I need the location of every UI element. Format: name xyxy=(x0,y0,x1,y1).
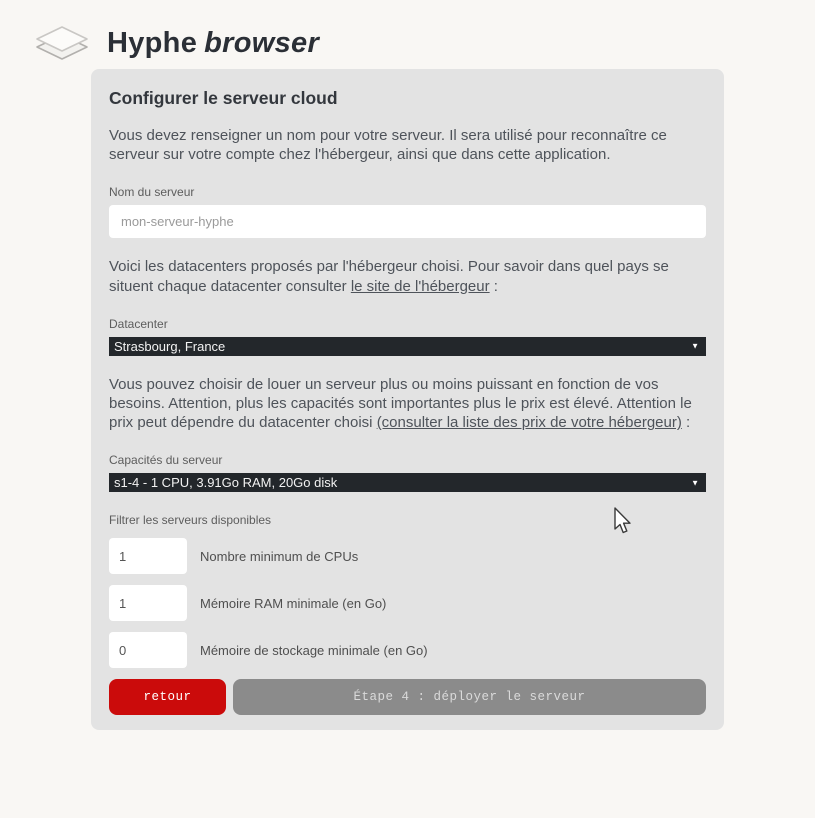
app-title xyxy=(107,27,319,60)
configure-server-card xyxy=(91,69,724,730)
min-storage-input[interactable] xyxy=(109,632,187,668)
capacity-text-after: : xyxy=(681,414,691,432)
chevron-down-icon: ▼ xyxy=(691,341,699,351)
capacity-text-before: Vous pouvez choisir de louer un serveur plus ou moins puissant en fonction de vos besoins. Attention, plus les capacités sont importantes plus le prix est élevé. Attention le prix peut dépendre du datacenter choisi xyxy=(109,375,692,432)
capacity-selected-value: s1-4 - 1 CPU, 3.91Go RAM, 20Go disk xyxy=(114,475,338,491)
app-name-suffix: browser xyxy=(204,26,320,59)
app-name: Hyphe xyxy=(107,26,198,59)
min-storage-label: Mémoire de stockage minimale (en Go) xyxy=(200,642,428,658)
filters-label: Filtrer les serveurs disponibles xyxy=(109,513,272,528)
server-name-input[interactable] xyxy=(109,205,706,238)
datacenter-label: Datacenter xyxy=(109,316,168,331)
button-row xyxy=(109,679,706,715)
capacity-select[interactable] xyxy=(109,473,706,492)
capacity-paragraph xyxy=(109,375,706,433)
app-header xyxy=(0,0,815,66)
server-name-label: Nom du serveur xyxy=(109,185,195,200)
page-title: Configurer le serveur cloud xyxy=(109,88,338,108)
host-site-link[interactable]: le site de l'hébergeur xyxy=(350,277,490,295)
price-list-link[interactable]: (consulter la liste des prix de votre hébergeur) xyxy=(376,414,682,432)
chevron-down-icon: ▼ xyxy=(691,478,699,488)
min-ram-label: Mémoire RAM minimale (en Go) xyxy=(200,595,387,611)
deploy-step-button[interactable]: Étape 4 : déployer le serveur xyxy=(233,679,706,715)
filter-row-ram xyxy=(109,585,706,621)
capacity-label: Capacités du serveur xyxy=(109,453,223,468)
min-cpus-label: Nombre minimum de CPUs xyxy=(200,548,359,564)
datacenter-text-before: Voici les datacenters proposés par l'hébergeur choisi. Pour savoir dans quel pays se situent chaque datacenter consulter xyxy=(109,258,669,295)
datacenter-paragraph xyxy=(109,257,706,295)
min-ram-input[interactable] xyxy=(109,585,187,621)
filter-row-storage xyxy=(109,632,706,668)
hyphe-layers-logo-icon xyxy=(33,22,91,64)
intro-paragraph: Vous devez renseigner un nom pour votre serveur. Il sera utilisé pour reconnaître ce serveur sur votre compte chez l'hébergeur, ainsi que dans cette application. xyxy=(109,127,667,164)
datacenter-select[interactable] xyxy=(109,337,706,356)
min-cpus-input[interactable] xyxy=(109,538,187,574)
back-button[interactable]: retour xyxy=(109,679,226,715)
filter-row-cpus xyxy=(109,538,706,574)
datacenter-selected-value: Strasbourg, France xyxy=(114,338,226,354)
datacenter-text-after: : xyxy=(489,277,498,295)
